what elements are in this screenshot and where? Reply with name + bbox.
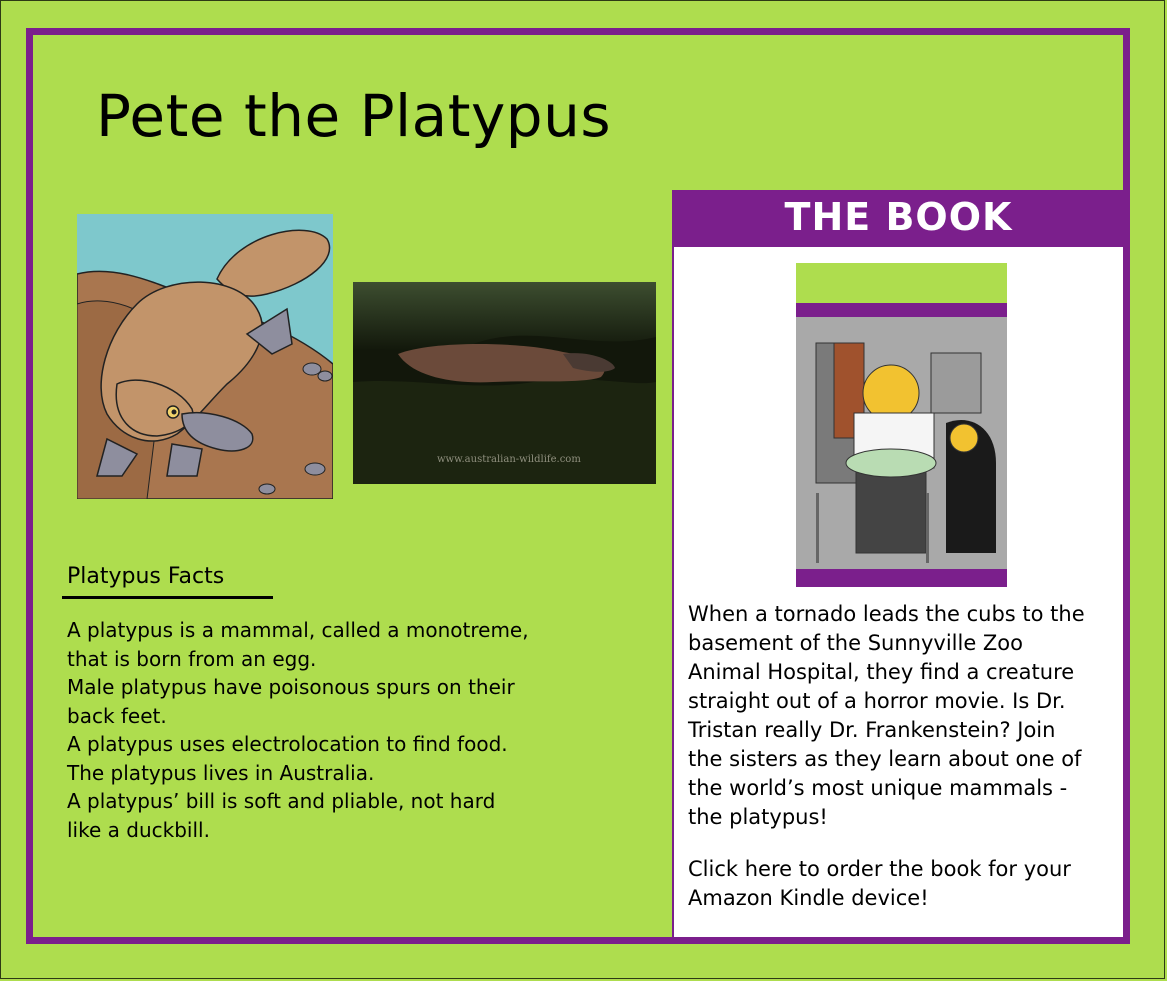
fact-line: The platypus lives in Australia. [67, 760, 375, 785]
order-book-line: Click here to order the book for your [688, 857, 1071, 881]
page-title: Pete the Platypus [96, 82, 612, 150]
book-description-line: straight out of a horror movie. Is Dr. [688, 689, 1066, 713]
platypus-photo-image [353, 282, 656, 484]
fact-line: A platypus’ bill is soft and pliable, not hard [67, 789, 496, 813]
book-cover-link[interactable] [796, 263, 1007, 587]
facts-heading: Platypus Facts [67, 564, 225, 589]
book-description-line: the platypus! [688, 805, 828, 829]
fact-line: A platypus uses electrolocation to find food. [67, 732, 508, 756]
book-description-line: the world’s most unique mammals - [688, 776, 1068, 800]
fact-line: Male platypus have poisonous spurs on their [67, 675, 515, 699]
book-description-line: When a tornado leads the cubs to the [688, 602, 1085, 626]
book-description-line: basement of the Sunnyville Zoo [688, 631, 1024, 655]
order-book-line: Amazon Kindle device! [688, 886, 929, 910]
facts-heading-underline [62, 596, 273, 599]
platypus-cartoon-drawing [77, 214, 333, 499]
fact-line: like a duckbill. [67, 817, 210, 842]
book-description-line: the sisters as they learn about one of [688, 747, 1082, 771]
fact-line: A platypus is a mammal, called a monotreme, [67, 618, 529, 642]
platypus-cartoon-image [77, 214, 333, 499]
fact-line: that is born from an egg. [67, 646, 317, 671]
book-cover-art [796, 263, 1007, 587]
photo-watermark: www.australian-wildlife.com [437, 454, 581, 465]
facts-list [67, 616, 567, 844]
book-description-line: Animal Hospital, they find a creature [688, 660, 1075, 684]
order-book-link[interactable] [688, 855, 1113, 913]
book-description [688, 600, 1113, 832]
book-section-header: THE BOOK [674, 190, 1123, 247]
fact-line: back feet. [67, 703, 167, 728]
book-description-line: Tristan really Dr. Frankenstein? Join [688, 718, 1056, 742]
